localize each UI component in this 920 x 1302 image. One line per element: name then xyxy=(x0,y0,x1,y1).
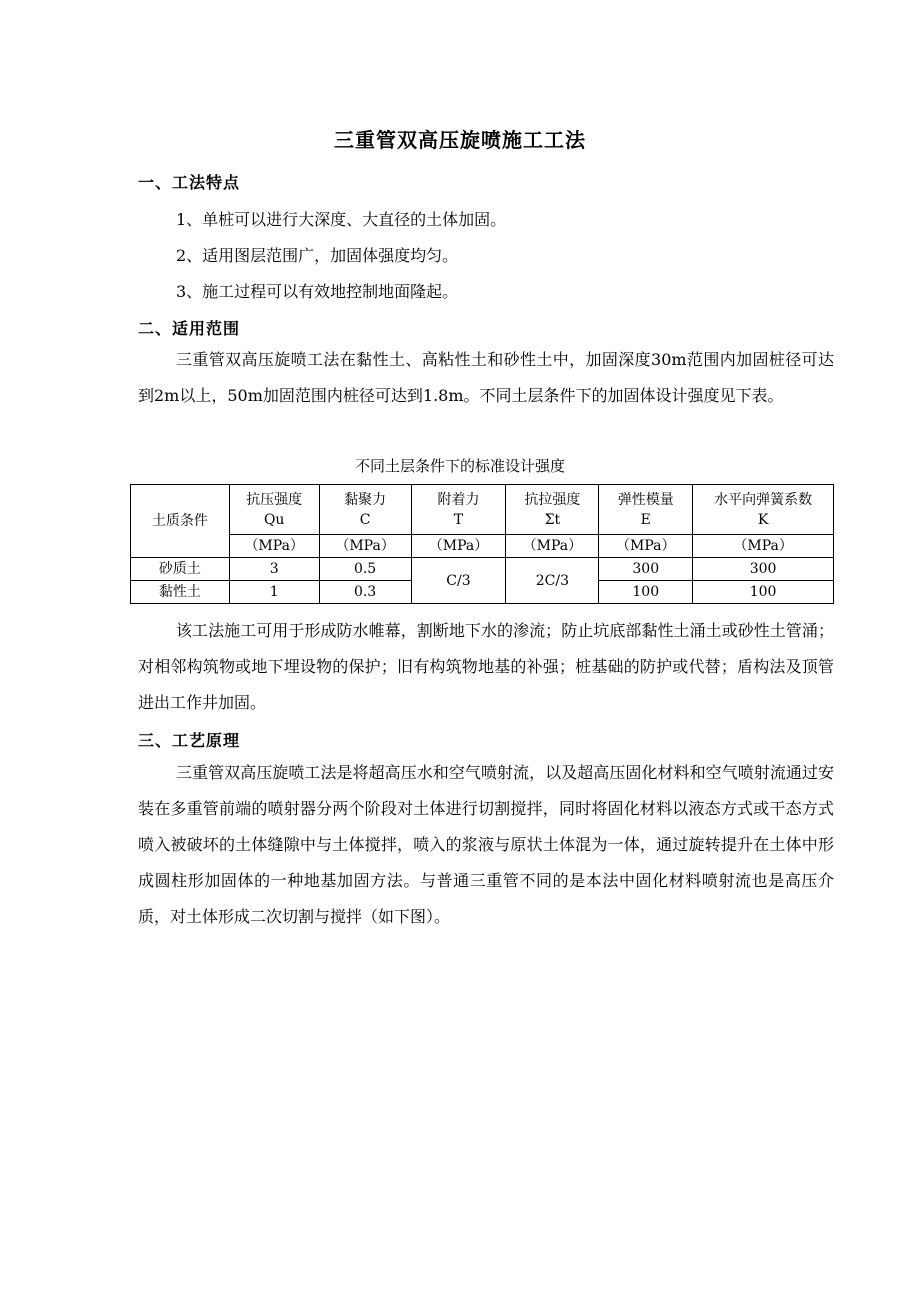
section-2-heading: 二、适用范围 xyxy=(138,319,241,338)
cell-e: 100 xyxy=(599,581,693,604)
header-t: 附着力 T xyxy=(411,485,506,535)
header-e: 弹性模量 E xyxy=(599,485,693,535)
cell-qu: 3 xyxy=(229,558,319,581)
scope-paragraph: 三重管双高压旋喷工法在黏性土、高粘性土和砂性土中，加固深度30m范围内加固桩径可达到2m以上，50m加固范围内桩径可达到1.8m。不同土层条件下的加固体设计强度见下表。 xyxy=(138,350,834,405)
cell-soil: 砂质土 xyxy=(131,558,230,581)
header-qu: 抗压强度 Qu xyxy=(229,485,319,535)
cell-soil: 黏性土 xyxy=(131,581,230,604)
unit-k: （MPa） xyxy=(693,535,834,558)
page-title: 三重管双高压旋喷施工工法 xyxy=(334,128,586,152)
unit-e: （MPa） xyxy=(599,535,693,558)
feature-item-2: 2、适用图层范围广，加固体强度均匀。 xyxy=(176,246,459,265)
section-1-heading: 一、工法特点 xyxy=(138,173,241,192)
table-row xyxy=(131,558,834,581)
unit-t: （MPa） xyxy=(411,535,506,558)
cell-c: 0.3 xyxy=(319,581,411,604)
principle-paragraph: 三重管双高压旋喷工法是将超高压水和空气喷射流，以及超高压固化材料和空气喷射流通过安装在多重管前端的喷射器分两个阶段对土体进行切割搅拌，同时将固化材料以液态方式或干态方式喷入被破坏的土体缝隙中与土体搅拌，喷入的浆液与原状土体混为一体，通过旋转提升在土体中形成圆柱形加固体的一种地基加固方法。与普通三重管不同的是本法中固化材料喷射流也是高压介质，对土体形成二次切割与搅拌（如下图）。 xyxy=(138,763,834,926)
cell-k: 300 xyxy=(693,558,834,581)
feature-item-1: 1、单桩可以进行大深度、大直径的土体加固。 xyxy=(176,210,507,229)
unit-st: （MPa） xyxy=(506,535,599,558)
section-3-heading: 三、工艺原理 xyxy=(138,731,241,750)
cell-qu: 1 xyxy=(229,581,319,604)
feature-item-3: 3、施工过程可以有效地控制地面隆起。 xyxy=(176,282,459,301)
cell-st-merged: 2C/3 xyxy=(506,558,599,604)
unit-c: （MPa） xyxy=(319,535,411,558)
cell-k: 100 xyxy=(693,581,834,604)
header-soil-condition: 土质条件 xyxy=(131,485,230,558)
header-st: 抗拉强度 Σt xyxy=(506,485,599,535)
table-caption: 不同土层条件下的标准设计强度 xyxy=(354,457,565,475)
unit-qu: （MPa） xyxy=(229,535,319,558)
application-paragraph: 该工法施工可用于形成防水帷幕，割断地下水的渗流；防止坑底部黏性土涌土或砂性土管涌；对相邻构筑物或地下埋设物的保护；旧有构筑物地基的补强；桩基础的防护或代替；盾构法及顶管进出工作井加固。 xyxy=(138,621,834,712)
cell-c: 0.5 xyxy=(319,558,411,581)
header-c: 黏聚力 C xyxy=(319,485,411,535)
cell-e: 300 xyxy=(599,558,693,581)
design-strength-table xyxy=(130,484,834,604)
cell-t-merged: C/3 xyxy=(411,558,506,604)
header-k: 水平向弹簧系数 K xyxy=(693,485,834,535)
